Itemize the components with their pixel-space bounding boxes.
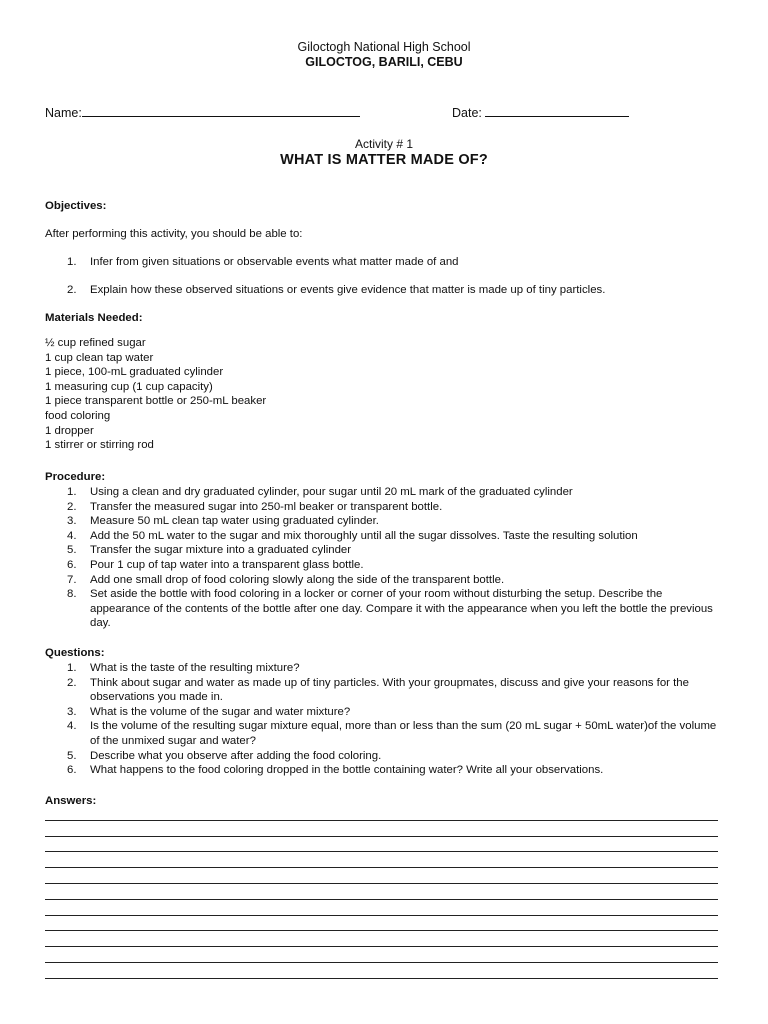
date-blank-line[interactable] [485, 104, 629, 117]
date-field[interactable] [452, 104, 629, 121]
school-name: Giloctogh National High School [297, 40, 471, 54]
list-item: 7. Add one small drop of food coloring slowly along the side of the transparent bottle. [67, 573, 505, 586]
list-item: ½ cup refined sugar [45, 337, 146, 349]
answer-line[interactable] [45, 916, 718, 932]
materials-heading: Materials Needed: [45, 312, 143, 324]
list-item: 1. What is the taste of the resulting mixture? [67, 662, 300, 674]
list-item: 1 measuring cup (1 cup capacity) [45, 380, 213, 393]
list-item: 1. Infer from given situations or observable events what matter made of and [67, 256, 459, 268]
answer-line[interactable] [45, 931, 718, 947]
list-item: 4. Is the volume of the resulting sugar mixture equal, more than or less than the sum (20 mL sugar + 50mL water)of the volume of the unmixed sugar and water? [67, 720, 717, 747]
list-item: 3. Measure 50 mL clean tap water using graduated cylinder. [67, 515, 379, 528]
objectives-list [45, 255, 725, 270]
activity-title: WHAT IS MATTER MADE OF? [280, 152, 488, 168]
procedure-list [45, 485, 725, 631]
objectives-list-2 [45, 283, 725, 298]
name-label: Name: [45, 106, 82, 120]
questions-list [45, 661, 725, 778]
name-blank-line[interactable] [82, 104, 360, 117]
list-item: 1 cup clean tap water [45, 351, 154, 364]
list-item: 6. What happens to the food coloring dropped in the bottle containing water? Write all your observations. [67, 764, 604, 777]
date-label: Date: [452, 106, 482, 120]
list-item: 2. Explain how these observed situations or events give evidence that matter is made up of tiny particles. [67, 284, 606, 296]
activity-number: Activity # 1 [354, 137, 414, 151]
school-address: GILOCTOG, BARILI, CEBU [305, 55, 463, 69]
answer-lines[interactable] [45, 805, 718, 979]
list-item: 2. Think about sugar and water as made up of tiny particles. With your groupmates, discuss and give your reasons for the observations you made in. [67, 676, 689, 704]
answer-line[interactable] [45, 900, 718, 916]
answers-heading: Answers: [45, 795, 97, 807]
answer-line[interactable] [45, 884, 718, 900]
list-item: 5. Describe what you observe after adding the food coloring. [67, 749, 382, 762]
list-item: 1 piece transparent bottle or 250-mL beaker [45, 395, 267, 408]
answer-line[interactable] [45, 868, 718, 884]
answer-line[interactable] [45, 947, 718, 963]
procedure-heading: Procedure: [45, 471, 106, 483]
list-item: 3. What is the volume of the sugar and water mixture? [67, 705, 351, 718]
list-item: 5. Transfer the sugar mixture into a graduated cylinder [67, 544, 352, 557]
list-item: 1. Using a clean and dry graduated cylinder, pour sugar until 20 mL mark of the graduated cylinder [67, 486, 573, 498]
questions-heading: Questions: [45, 647, 105, 659]
materials-list [45, 336, 725, 453]
list-item: 1 piece, 100-mL graduated cylinder [45, 366, 224, 379]
answer-line[interactable] [45, 805, 718, 821]
answer-line[interactable] [45, 852, 718, 868]
objectives-intro: After performing this activity, you should be able to: [45, 228, 303, 240]
objectives-heading: Objectives: [45, 200, 107, 212]
answer-line[interactable] [45, 821, 718, 837]
list-item: 8. Set aside the bottle with food coloring in a locker or corner of your room without disturbing the setup. Describe the appearance of the contents of the bottle after one day. Compare it with the appearance when you left the bottle the previous day. [67, 588, 713, 630]
list-item: 2. Transfer the measured sugar into 250-ml beaker or transparent bottle. [67, 500, 443, 513]
list-item: 1 dropper [45, 424, 94, 437]
list-item: 6. Pour 1 cup of tap water into a transparent glass bottle. [67, 558, 364, 571]
answer-line[interactable] [45, 963, 718, 979]
answer-line[interactable] [45, 837, 718, 853]
list-item: 4. Add the 50 mL water to the sugar and mix thoroughly until all the sugar dissolves. Taste the resulting solution [67, 529, 638, 542]
name-field[interactable] [45, 104, 360, 121]
list-item: food coloring [45, 409, 111, 422]
list-item: 1 stirrer or stirring rod [45, 439, 154, 452]
